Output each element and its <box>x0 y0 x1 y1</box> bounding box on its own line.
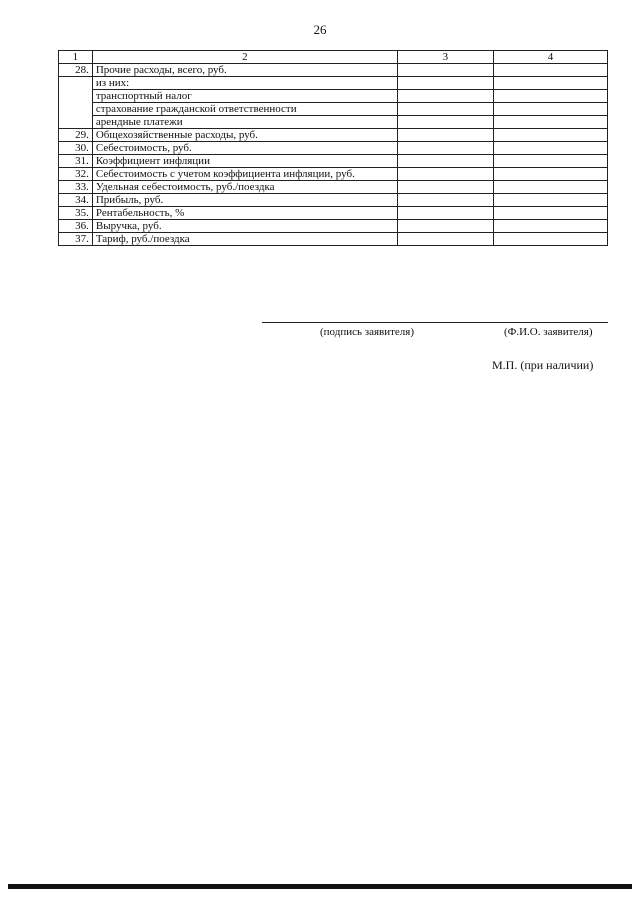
row-label: Общехозяйственные расходы, руб. <box>92 129 397 142</box>
cell-value-3[interactable] <box>397 168 493 181</box>
row-label: Себестоимость с учетом коэффициента инфляции, руб. <box>92 168 397 181</box>
table-row <box>59 168 608 181</box>
row-number: 34. <box>59 194 93 207</box>
cell-value-3[interactable] <box>397 90 493 103</box>
table-row <box>59 142 608 155</box>
cell-value-4[interactable] <box>493 155 607 168</box>
cell-value-3[interactable] <box>397 64 493 77</box>
row-number: 32. <box>59 168 93 181</box>
row-number: 37. <box>59 233 93 246</box>
row-label: Коэффициент инфляции <box>92 155 397 168</box>
row-number: 36. <box>59 220 93 233</box>
cell-value-4[interactable] <box>493 220 607 233</box>
row-number <box>59 103 93 116</box>
cell-value-4[interactable] <box>493 233 607 246</box>
cell-value-4[interactable] <box>493 116 607 129</box>
cell-value-3[interactable] <box>397 207 493 220</box>
cell-value-4[interactable] <box>493 129 607 142</box>
table-row <box>59 155 608 168</box>
column-header-3: 3 <box>397 51 493 64</box>
applicant-signature-label: (подпись заявителя) <box>320 326 415 338</box>
row-label: из них: <box>92 77 397 90</box>
table-row <box>59 90 608 103</box>
column-header-2: 2 <box>92 51 397 64</box>
row-label: Удельная себестоимость, руб./поездка <box>92 181 397 194</box>
cell-value-3[interactable] <box>397 103 493 116</box>
column-header-4: 4 <box>493 51 607 64</box>
table-row <box>59 116 608 129</box>
table-row <box>59 220 608 233</box>
row-label: Выручка, руб. <box>92 220 397 233</box>
table-row <box>59 194 608 207</box>
row-number <box>59 116 93 129</box>
cell-value-4[interactable] <box>493 194 607 207</box>
cell-value-3[interactable] <box>397 233 493 246</box>
cell-value-4[interactable] <box>493 168 607 181</box>
cell-value-3[interactable] <box>397 220 493 233</box>
cell-value-3[interactable] <box>397 77 493 90</box>
row-number: 31. <box>59 155 93 168</box>
table-row <box>59 64 608 77</box>
row-number: 29. <box>59 129 93 142</box>
cell-value-4[interactable] <box>493 103 607 116</box>
column-header-1: 1 <box>59 51 93 64</box>
row-label: Себестоимость, руб. <box>92 142 397 155</box>
cell-value-4[interactable] <box>493 181 607 194</box>
cell-value-3[interactable] <box>397 142 493 155</box>
table-row <box>59 77 608 90</box>
table-row <box>59 181 608 194</box>
row-label: Прибыль, руб. <box>92 194 397 207</box>
row-number <box>59 77 93 90</box>
cell-value-3[interactable] <box>397 155 493 168</box>
page-number: 26 <box>313 22 327 37</box>
row-number: 35. <box>59 207 93 220</box>
cell-value-3[interactable] <box>397 194 493 207</box>
table-row <box>59 129 608 142</box>
applicant-name-label: (Ф.И.О. заявителя) <box>504 326 593 338</box>
cell-value-3[interactable] <box>397 116 493 129</box>
row-number: 30. <box>59 142 93 155</box>
row-label: Тариф, руб./поездка <box>92 233 397 246</box>
row-label: транспортный налог <box>92 90 397 103</box>
stamp-note: М.П. (при наличии) <box>492 358 594 372</box>
row-label: страхование гражданской ответственности <box>92 103 397 116</box>
cell-value-4[interactable] <box>493 90 607 103</box>
cell-value-3[interactable] <box>397 129 493 142</box>
row-label: Рентабельность, % <box>92 207 397 220</box>
cell-value-3[interactable] <box>397 181 493 194</box>
row-number: 28. <box>59 64 93 77</box>
table-header-row <box>59 51 608 64</box>
scan-edge-bar <box>8 884 632 889</box>
cell-value-4[interactable] <box>493 142 607 155</box>
table-row <box>59 233 608 246</box>
cell-value-4[interactable] <box>493 207 607 220</box>
cell-value-4[interactable] <box>493 77 607 90</box>
cost-table <box>58 50 608 246</box>
cell-value-4[interactable] <box>493 64 607 77</box>
signature-line[interactable] <box>262 322 608 323</box>
row-label: арендные платежи <box>92 116 397 129</box>
row-label: Прочие расходы, всего, руб. <box>92 64 397 77</box>
row-number: 33. <box>59 181 93 194</box>
table-row <box>59 103 608 116</box>
table-row <box>59 207 608 220</box>
row-number <box>59 90 93 103</box>
